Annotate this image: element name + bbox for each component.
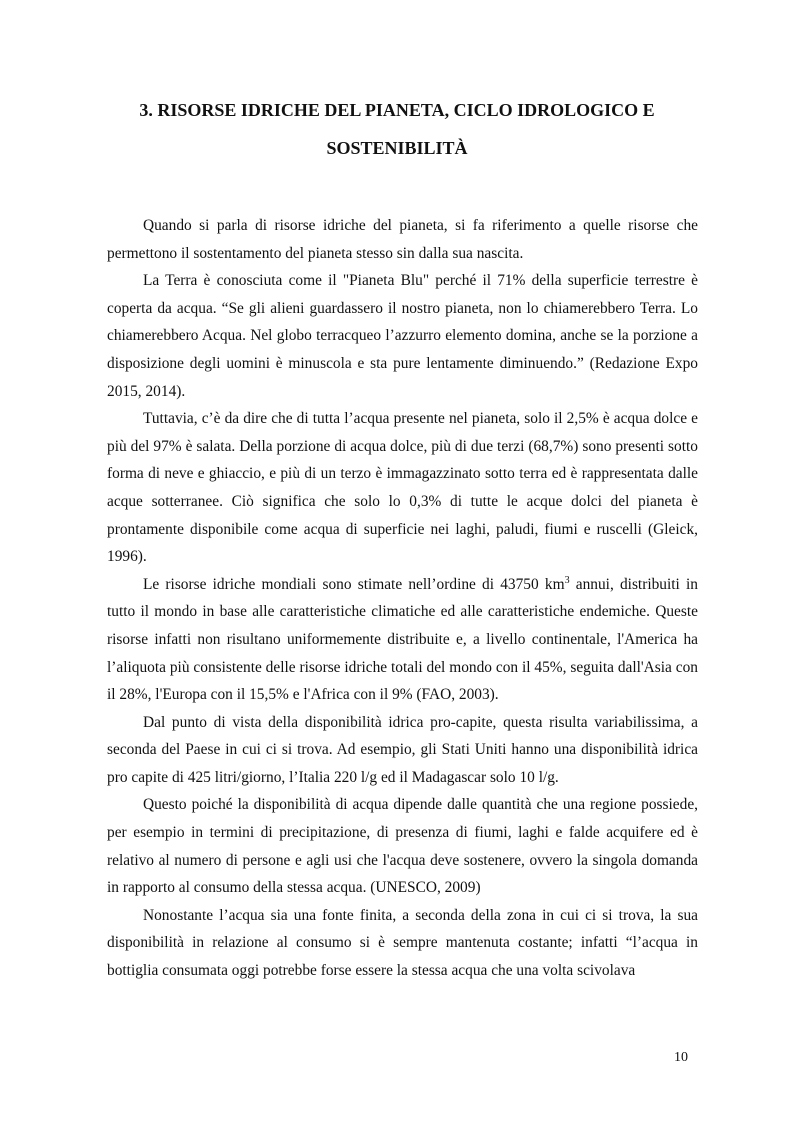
chapter-title-line-2: SOSTENIBILITÀ bbox=[326, 138, 468, 158]
paragraph-2: La Terra è conosciuta come il "Pianeta Blu" perché il 71% della superficie terrestre è coperta da acqua. “Se gli alieni guardassero il nostro pianeta, non lo chiamerebbero Terra. Lo chiamerebbero Acqua. Nel globo terracqueo l’azzurro elemento domina, anche se la porzione a disposizione degli uomini è minuscola e sta pure lentamente diminuendo.” (Redazione Expo 2015, 2014). bbox=[107, 272, 698, 400]
paragraph-1: Quando si parla di risorse idriche del pianeta, si fa riferimento a quelle risorse che permettono il sostentamento del pianeta stesso sin dalla sua nascita. bbox=[107, 217, 698, 262]
chapter-title-line-1: 3. RISORSE IDRICHE DEL PIANETA, CICLO IDROLOGICO E bbox=[139, 100, 655, 120]
paragraph-6: Questo poiché la disponibilità di acqua dipende dalle quantità che una regione possiede, per esempio in termini di precipitazione, di presenza di fiumi, laghi e falde acquifere ed è relativo al numero di persone e agli usi che l'acqua deve sostenere, ovvero la singola domanda in rapporto al consumo della stessa acqua. (UNESCO, 2009) bbox=[107, 796, 698, 897]
page-number: 10 bbox=[674, 1050, 688, 1065]
cubic-superscript: 3 bbox=[564, 574, 570, 586]
paragraph-3: Tuttavia, c’è da dire che di tutta l’acqua presente nel pianeta, solo il 2,5% è acqua dolce e più del 97% è salata. Della porzione di acqua dolce, più di due terzi (68,7%) sono presenti sotto forma di neve e ghiaccio, e più di un terzo è immagazzinato sotto terra ed è rappresentata dalle acque sotterranee. Ciò significa che solo lo 0,3% di tutte le acque dolci del pianeta è prontamente disponibile come acqua di superficie nei laghi, paludi, fiumi e ruscelli (Gleick, 1996). bbox=[107, 410, 698, 566]
paragraph-4-after: annui, distribuiti in tutto il mondo in base alle caratteristiche climatiche ed alle caratteristiche endemiche. Queste risorse infatti non risultano uniformemente distribuite e, a livello continentale, l'America ha l’aliquota più consistente delle risorse idriche totali del mondo con il 45%, seguita dall'Asia con il 28%, l'Europa con il 15,5% e l'Africa con il 9% (FAO, 2003). bbox=[107, 575, 698, 704]
chapter-title bbox=[100, 91, 694, 167]
paragraph-4-before: Le risorse idriche mondiali sono stimate nell’ordine di 43750 km bbox=[143, 575, 565, 593]
paragraph-7: Nonostante l’acqua sia una fonte finita, a seconda della zona in cui ci si trova, la sua disponibilità in relazione al consumo si è sempre mantenuta costante; infatti “l’acqua in bottiglia consumata oggi potrebbe forse essere la stessa acqua che una volta scivolava bbox=[107, 906, 698, 980]
paragraph-4 bbox=[107, 571, 698, 709]
body-text bbox=[107, 212, 698, 985]
paragraph-5: Dal punto di vista della disponibilità idrica pro-capite, questa risulta variabilissima, a seconda del Paese in cui ci si trova. Ad esempio, gli Stati Uniti hanno una disponibilità idrica pro capite di 425 litri/giorno, l’Italia 220 l/g ed il Madagascar solo 10 l/g. bbox=[107, 713, 698, 786]
